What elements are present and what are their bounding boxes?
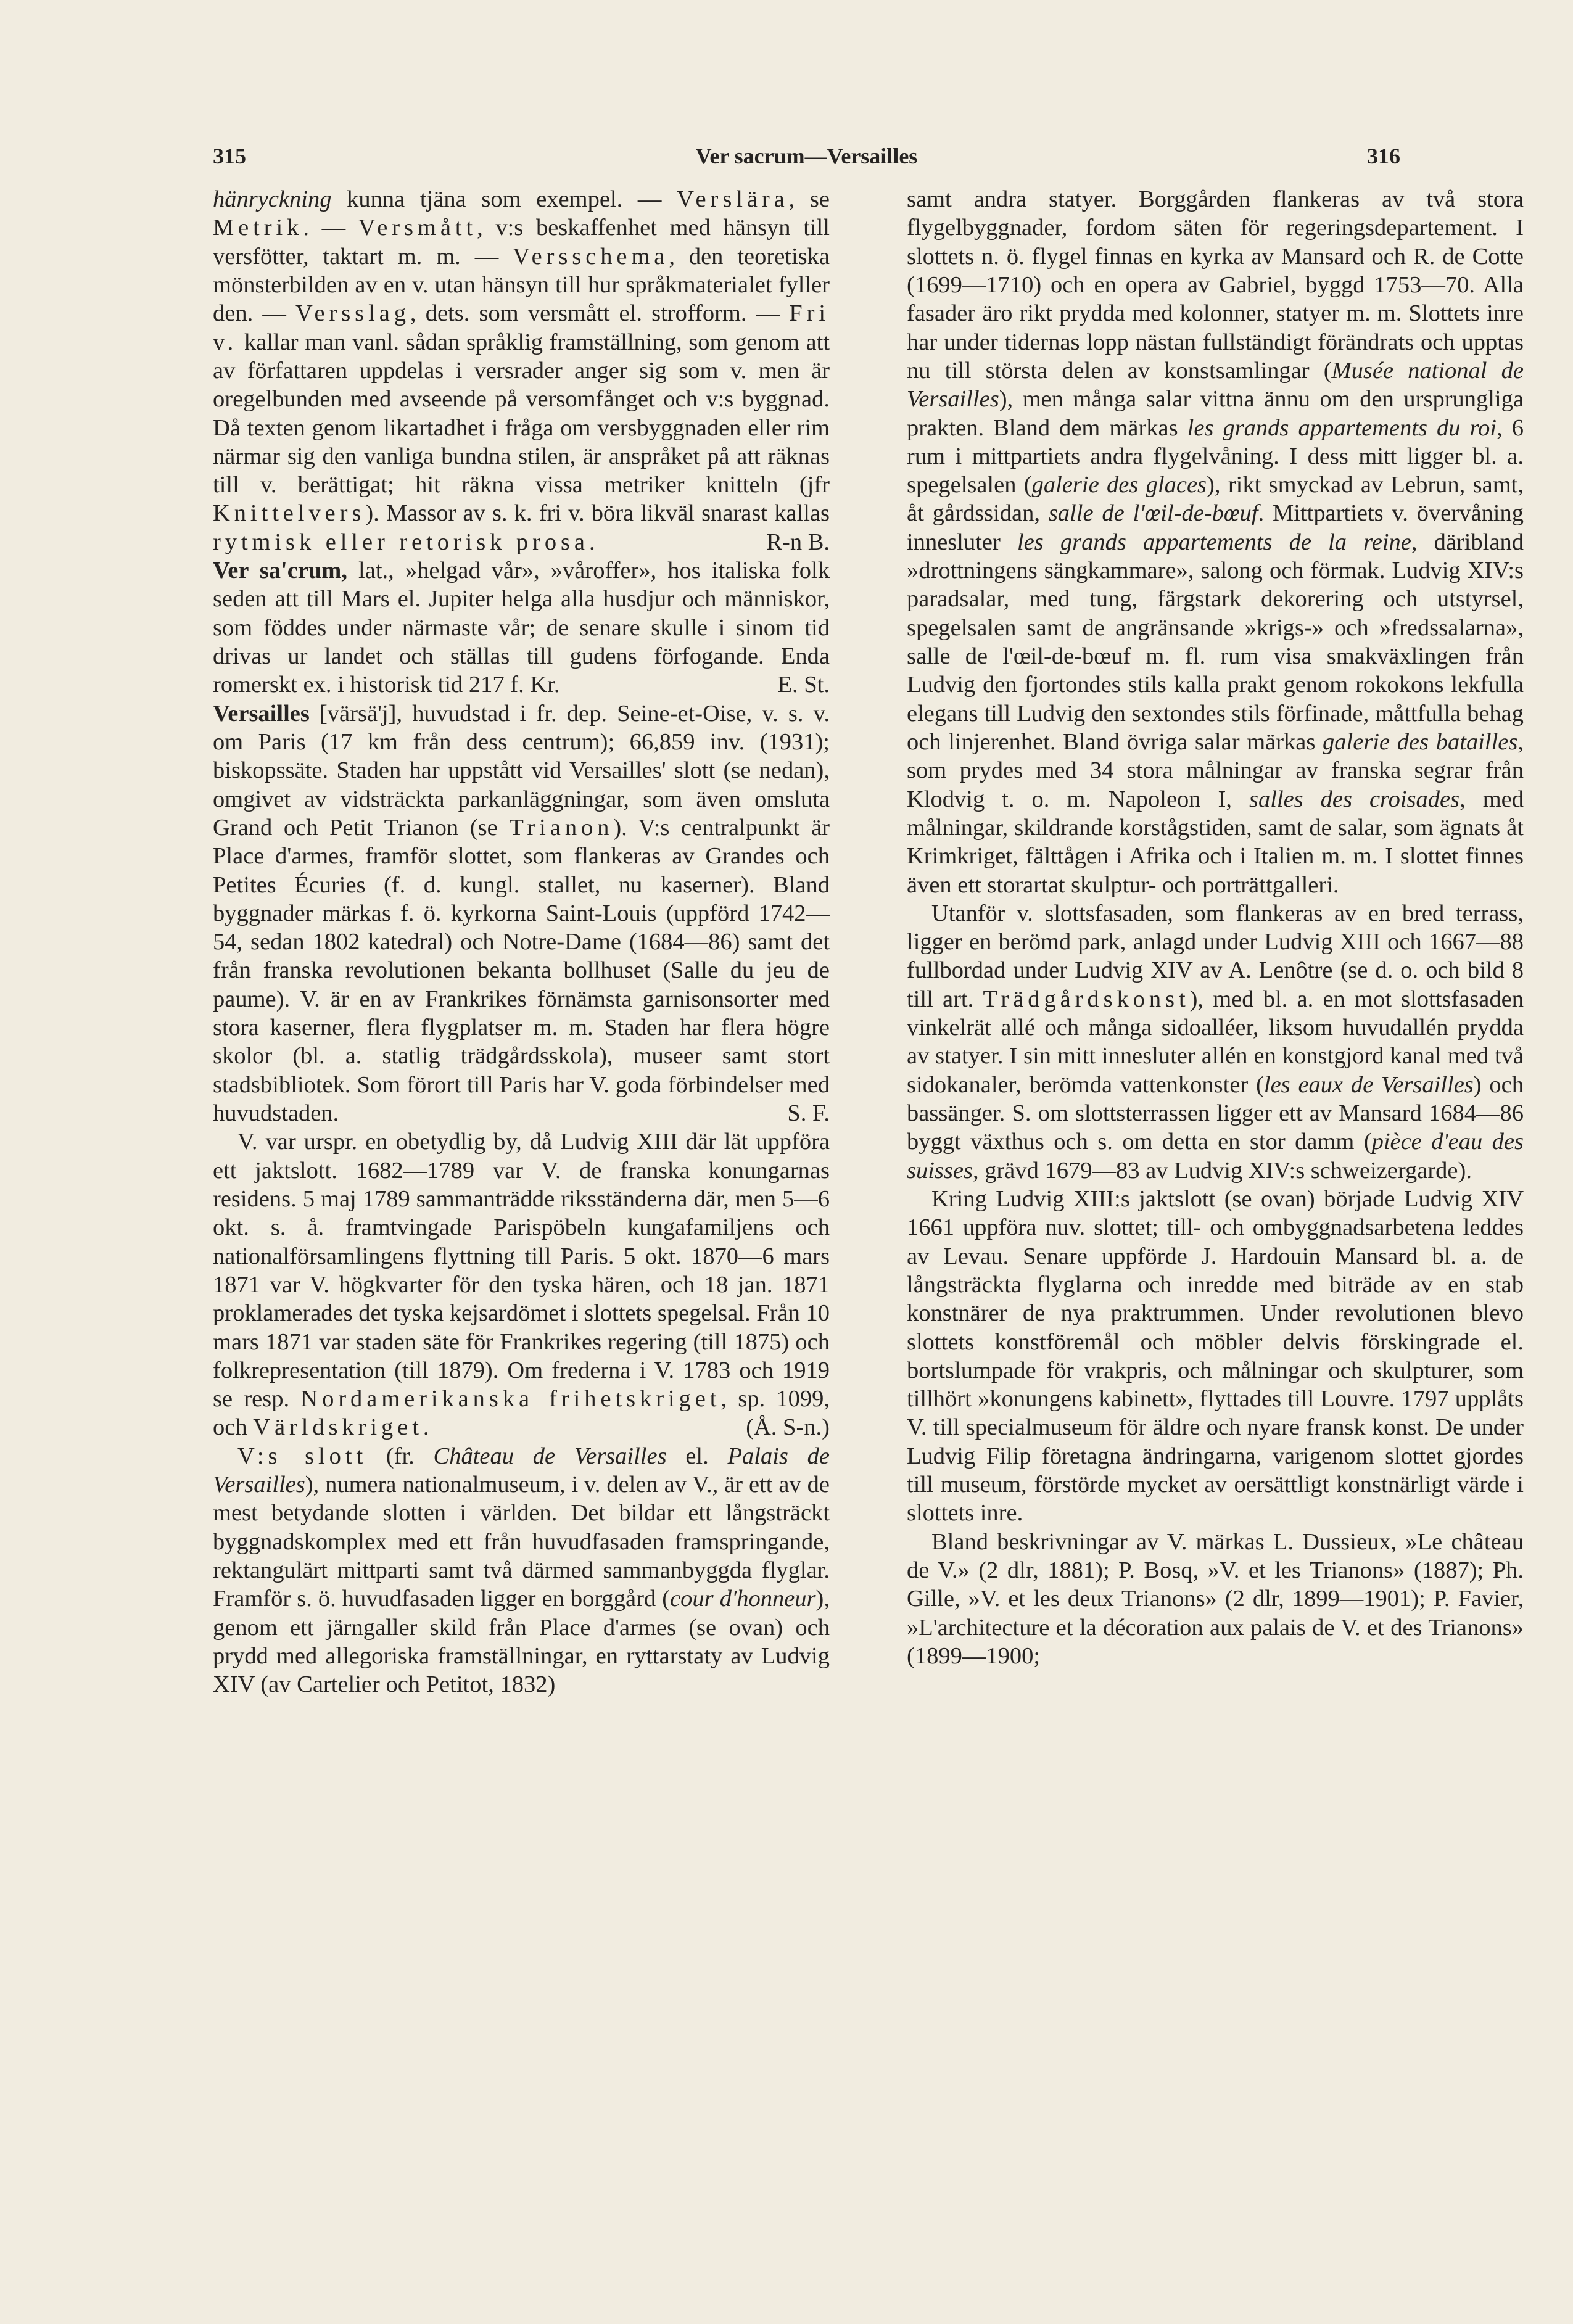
- page-number-right: 316: [1367, 144, 1400, 168]
- page-header: [213, 143, 1400, 180]
- subheading: Fri v.: [213, 300, 830, 355]
- subheading: V:s slott: [237, 1443, 368, 1469]
- text-span: , däribland »drottningens sängkammare», salong och förmak. Ludvig XIV:s paradsalar, med tung, färgstark dekorering och utstyrsel, spegelsalen samt de angränsande »krigs-» och »fredssalarna», salle de l'œil-de-bœuf m. fl. rum visa smakväxlingen från Ludvig den fjortondes stils kalla prakt genom rokokons lekfulla elegans till Ludvig den sextondes stils förfinade, måttfulla behag och linjerenhet. Bland övriga salar märkas: [907, 529, 1524, 755]
- text-span: ) och bassänger. S. om slottsterrassen ligger ett av Mansard 1684—86 byggt växthus och s. om detta en stor damm (: [907, 1071, 1524, 1155]
- cross-reference: Metrik: [213, 215, 303, 241]
- text-span: samt andra statyer. Borggården flankeras av två stora flygelbyggnader, fordom säten för regeringsdepartement. I slottets n. ö. flygel finnas en kyrka av Mansard och R. de Cotte (1699—1710) och en opera av Gabriel, byggd 1753—70. Alla fasader äro rikt prydda med kolonner, statyer m. m. Slottets inre har under tidernas lopp nästan fullständigt förändrats och upptas nu till största delen av konstsamlingar (: [907, 186, 1524, 384]
- text-span: . Mittpartiets v. övervåning innesluter: [907, 500, 1524, 555]
- cross-reference: Verslära: [677, 186, 789, 212]
- text-span: (fr.: [367, 1443, 434, 1469]
- text-span: Musée national de Versailles: [907, 357, 1524, 413]
- text-span: galerie des glaces: [1031, 472, 1207, 498]
- paragraph-park: [907, 899, 1524, 1185]
- text-span: les grands appartements du roi: [1187, 414, 1497, 441]
- author-signature: (Å. S-n.): [746, 1414, 830, 1441]
- text-span: Château de Versailles: [433, 1443, 667, 1469]
- running-title: Ver sacrum—Versailles: [695, 144, 918, 168]
- text-span: .: [588, 529, 595, 555]
- text-span: .: [423, 1414, 429, 1441]
- entry-ver-sacrum: [213, 556, 830, 699]
- cross-reference: Nordamerikanska frihetskriget: [300, 1386, 721, 1412]
- text-span: Palais de Versailles: [213, 1443, 830, 1498]
- text-span: el.: [666, 1443, 728, 1469]
- text-span: , den teoretiska mönsterbilden av en v. utan hänsyn till hur språkmaterialet fyller den. —: [213, 243, 830, 327]
- text-span: Utanför v. slottsfasaden, som flankeras av en bred terrass, ligger en berömd park, anlagd under Ludvig XIII och 1667—88 fullbordad under Ludvig XIV av A. Lenôtre (se d. o. och bild 8 till art.: [907, 900, 1524, 1012]
- text-span: , sp. 1099, och: [213, 1386, 830, 1441]
- text-span: salle de l'œil-de-bœuf: [1048, 500, 1258, 527]
- entry-versailles: [213, 699, 830, 1128]
- author-signature: R-n B.: [766, 529, 830, 555]
- text-span: ), genom ett järngaller skild från Place d'armes (se ovan) och prydd med allegoriska framställningar, en ryttarstaty av Ludvig XIV (av Cartelier och Petitot, 1832): [213, 1586, 830, 1698]
- text-span: salles des croisades: [1249, 786, 1460, 812]
- paragraph-literature: [907, 1528, 1524, 1671]
- cross-reference: Världskriget: [253, 1414, 423, 1441]
- text-span: ), rikt smyckad av Lebrun, samt, åt gårdssidan,: [907, 472, 1524, 527]
- text-span: kunna tjäna som exempel. —: [331, 186, 677, 212]
- text-span: ). V:s centralpunkt är Place d'armes, framför slottet, som flankeras av Grandes och Petites Écuries (f. d. kungl. stallet, nu kaserner). Bland byggnader märkas f. ö. kyrkorna Saint-Louis (uppförd 1742—54, sedan 1802 katedral) och Notre-Dame (1684—86) samt det från franska revolutionen bekanta bollhuset (Salle du jeu de paume). V. är en av Frankrikes förnämsta garnisonsorter med stora kaserner, flera flygplatser m. m. Staden har flera högre skolor (bl. a. statlig trädgårdsskola), museer samt stort stadsbibliotek. Som förort till Paris har V. goda förbindelser med huvudstaden.: [213, 814, 830, 1126]
- author-signature: E. St.: [777, 672, 830, 698]
- paragraph-interiors: [907, 185, 1524, 899]
- subheading: Versmått: [358, 215, 477, 241]
- text-span: ). Massor av s. k. fri v. böra likväl snarast kallas: [365, 500, 830, 527]
- text-span: ), med bl. a. en mot slottsfasaden vinkelrät allé och många sidoalléer, liksom huvudallén prydda av statyer. I sin mitt innesluter allén en konstgjord kanal med två sidokanaler, berömda vattenkonster (: [907, 986, 1524, 1098]
- entry-verslara: [213, 185, 830, 556]
- cross-reference: Trianon: [509, 814, 614, 841]
- text-span: [värsä'j], huvudstad i fr. dep. Seine-et-Oise, v. s. v. om Paris (17 km från dess centrum); 66,859 inv. (1931); biskopssäte. Staden har uppstått vid Versailles' slott (se nedan), omgivet av vidsträckta parkanläggningar, som även omsluta Grand och Petit Trianon (se: [213, 700, 830, 841]
- paragraph-construction: [907, 1185, 1524, 1528]
- headword: Versailles: [213, 700, 310, 727]
- text-span: Bland beskrivningar av V. märkas L. Dussieux, »Le château de V.» (2 dlr, 1881); P. Bosq, »V. et les Trianons» (1887); Ph. Gille, »V. et les deux Trianons» (2 dlr, 1899—1901); P. Favier, »L'architecture et la décoration aux palais de V. et des Trianons» (1899—1900;: [907, 1528, 1524, 1669]
- text-span: cour d'honneur: [670, 1586, 816, 1612]
- paragraph-slott: [213, 1442, 830, 1699]
- paragraph-history: [213, 1127, 830, 1441]
- headword: Ver sa'crum,: [213, 558, 348, 584]
- author-signature: S. F.: [787, 1100, 830, 1126]
- page-number-left: 315: [213, 144, 246, 168]
- text-span: les grands appartements de la reine: [1017, 529, 1411, 555]
- cross-reference: Knittelvers: [213, 500, 366, 527]
- left-column: [213, 185, 830, 1699]
- text-span: les eaux de Versailles: [1263, 1071, 1474, 1098]
- text-span: . —: [303, 215, 358, 241]
- text-span: , dets. som versmått el. strofform. —: [410, 300, 790, 327]
- text-span: V. var urspr. en obetydlig by, då Ludvig XIII där lät uppföra ett jaktslott. 1682—1789 var V. de franska konungarnas residens. 5 maj 1789 sammanträdde riksständerna där, men 5—6 okt. s. å. framtvingade Parispöbeln kungafamiljens och nationalförsamlingens flyttning till Paris. 5 okt. 1870—6 mars 1871 var V. högkvarter för den tyska hären, och 18 jan. 1871 proklamerades det tyska kejsardömet i slottets spegelsal. Från 10 mars 1871 var staden säte för Frankrikes regering (till 1875) och folkrepresentation (till 1879). Om frederna i V. 1783 och 1919 se resp.: [213, 1129, 830, 1412]
- text-span: , 6 rum i mittpartiets andra flygelvåning. I dess mitt ligger bl. a. spegelsalen (: [907, 414, 1524, 498]
- text-span: , med målningar, skildrande korstågstiden, samt de salar, som ägnats åt Krimkriget, fälttågen i Afrika och i Italien m. m. I slottet finnes även ett storartat skulptur- och porträttgalleri.: [907, 786, 1524, 898]
- text-span: galerie des batailles: [1323, 728, 1518, 755]
- text-span: , se: [788, 186, 830, 212]
- subheading: Versslag: [295, 300, 410, 327]
- text-span: Kring Ludvig XIII:s jaktslott (se ovan) började Ludvig XIV 1661 uppföra nuv. slottet; till- och ombyggnadsarbetena leddes av Levau. Senare uppförde J. Hardouin Mansard bl. a. de långsträckta flyglarna och inredde med biträde av en stab konstnärer de nya praktrummen. Under revolutionen blevo slottets konstföremål och möbler delvis förskingrade el. bortslumpade för vrakpris, och målningar och skulpturer, som tillhört »konungens kabinett», flyttades till Louvre. 1797 upplåts V. till specialmuseum för äldre och nyare fransk konst. De under Ludvig Filip företagna ändringarna, varigenom slottet gjordes till museum, förstörde mycket av oersättligt konstnärligt värde i slottets inre.: [907, 1185, 1524, 1527]
- text-span: kallar man vanl. sådan språklig framställning, som genom att av författaren uppdelas i versrader anger sig som v. men är oregelbunden med avseende på versomfånget och v:s byggnad. Då texten genom likartadhet i fråga om versbyggnaden eller rim närmar sig den vanliga bundna stilen, är anspråket på att räknas till v. berättigat; hit räkna vissa metriker knitteln (jfr: [213, 329, 830, 498]
- cross-reference: Trädgårdskonst: [983, 986, 1190, 1012]
- text-span: lat., »helgad vår», »våroffer», hos italiska folk seden att till Mars el. Jupiter helga alla husdjur och människor, som föddes under närmaste vår; de senare skulle i sinom tid drivas ur landet och ställas till gudens förfogande. Enda romerskt ex. i historisk tid 217 f. Kr.: [213, 558, 830, 698]
- text-span: , som prydes med 34 stora målningar av franska segrar från Klodvig t. o. m. Napoleon I,: [907, 728, 1524, 812]
- text-span: , grävd 1679—83 av Ludvig XIV:s schweizergarde).: [972, 1157, 1472, 1184]
- right-column: [907, 185, 1524, 1670]
- emphasis: rytmisk eller retorisk prosa: [213, 529, 589, 555]
- text-span: ), men många salar vittna ännu om den ursprungliga prakten. Bland dem märkas: [907, 386, 1524, 441]
- text-span: pièce d'eau des suisses: [907, 1129, 1524, 1184]
- text-span: ), numera nationalmuseum, i v. delen av V., är ett av de mest betydande slotten i världen. Det bildar ett långsträckt byggnadskomplex med ett från huvudfasaden framspringande, rektangulärt mittparti samt två därmed sammanbyggda flyglar. Framför s. ö. huvudfasaden ligger en borggård (: [213, 1472, 830, 1612]
- subheading: Versschema: [513, 243, 669, 270]
- text-span: hänryckning: [213, 186, 332, 212]
- text-span: , v:s beskaffenhet med hänsyn till versfötter, taktart m. m. —: [213, 215, 830, 270]
